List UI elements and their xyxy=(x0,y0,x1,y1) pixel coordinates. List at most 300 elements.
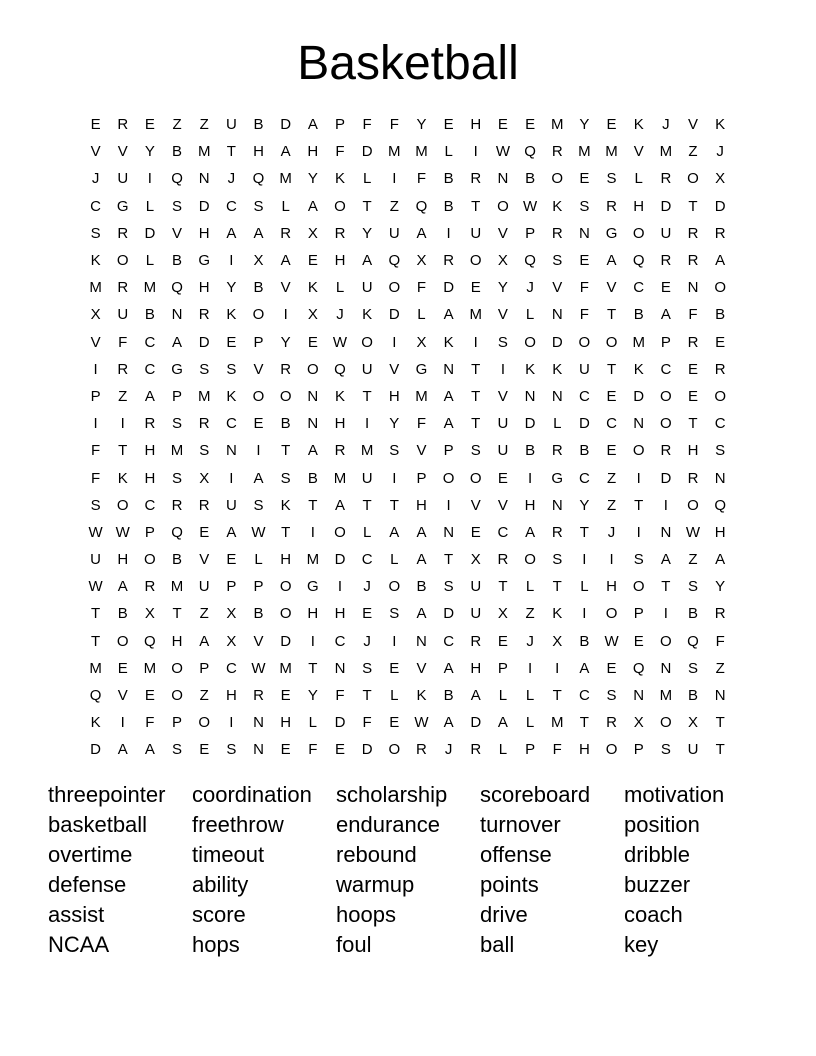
grid-letter: X xyxy=(497,252,508,270)
grid-letter: O xyxy=(171,687,183,705)
grid-letter: B xyxy=(443,170,454,188)
grid-letter: S xyxy=(172,741,183,759)
grid-letter: F xyxy=(308,741,318,759)
grid-row xyxy=(82,356,734,383)
grid-letter: M xyxy=(143,659,157,677)
grid-letter: T xyxy=(389,496,399,514)
grid-letter: O xyxy=(524,333,536,351)
grid-letter: D xyxy=(633,387,645,405)
grid-letter: U xyxy=(361,469,373,487)
word-list-item: coach xyxy=(624,902,683,927)
grid-letter: P xyxy=(253,333,264,351)
grid-letter: N xyxy=(198,170,210,188)
grid-letter: N xyxy=(443,523,455,541)
grid-letter: O xyxy=(198,714,211,732)
grid-letter: I xyxy=(609,551,614,569)
grid-letter: H xyxy=(578,741,590,759)
grid-letter: K xyxy=(226,387,237,405)
grid-row xyxy=(82,138,734,165)
word-list-item: warmup xyxy=(336,872,415,897)
grid-letter: I xyxy=(663,496,668,514)
grid-letter: T xyxy=(661,578,671,596)
grid-letter: A xyxy=(443,387,454,405)
grid-letter: Q xyxy=(415,197,428,215)
grid-letter: C xyxy=(714,415,726,433)
grid-letter: A xyxy=(334,496,345,514)
grid-letter: B xyxy=(117,605,128,623)
grid-letter: M xyxy=(415,143,428,161)
grid-letter: Q xyxy=(171,170,183,188)
grid-letter: K xyxy=(443,333,454,351)
grid-letter: S xyxy=(470,442,481,460)
grid-letter: K xyxy=(90,714,101,732)
grid-letter: Y xyxy=(497,279,508,297)
grid-letter: S xyxy=(253,496,264,514)
grid-letter: H xyxy=(198,224,210,242)
grid-letter: E xyxy=(497,469,508,487)
grid-letter: E xyxy=(633,632,644,650)
grid-letter: S xyxy=(389,442,400,460)
grid-letter: R xyxy=(714,605,726,623)
grid-letter: O xyxy=(660,415,672,433)
grid-letter: O xyxy=(605,333,618,351)
grid-letter: N xyxy=(687,279,699,297)
grid-letter: U xyxy=(225,116,237,134)
grid-letter: V xyxy=(497,306,508,324)
grid-letter: N xyxy=(524,387,536,405)
grid-letter: R xyxy=(687,224,699,242)
grid-letter: P xyxy=(525,741,536,759)
grid-letter: B xyxy=(416,578,427,596)
word-search-grid xyxy=(82,111,734,764)
grid-letter: L xyxy=(308,714,317,732)
grid-row xyxy=(82,600,734,627)
grid-letter: U xyxy=(497,415,509,433)
grid-letter: T xyxy=(308,496,318,514)
grid-letter: Z xyxy=(199,605,209,623)
word-list-item: rebound xyxy=(336,842,417,867)
grid-letter: X xyxy=(307,224,318,242)
grid-letter: R xyxy=(687,469,699,487)
grid-letter: K xyxy=(280,496,291,514)
grid-letter: T xyxy=(444,551,454,569)
grid-letter: K xyxy=(362,306,373,324)
grid-letter: V xyxy=(688,116,699,134)
grid-letter: D xyxy=(660,469,672,487)
grid-letter: H xyxy=(334,252,346,270)
grid-letter: L xyxy=(525,687,535,705)
grid-letter: E xyxy=(606,387,617,405)
grid-letter: V xyxy=(253,360,264,378)
grid-letter: F xyxy=(688,306,698,324)
grid-letter: N xyxy=(307,387,319,405)
grid-letter: B xyxy=(715,306,726,324)
grid-letter: B xyxy=(172,143,183,161)
grid-letter: R xyxy=(551,523,563,541)
grid-letter: M xyxy=(197,387,211,405)
grid-letter: N xyxy=(551,306,563,324)
grid-letter: R xyxy=(660,252,672,270)
grid-letter: N xyxy=(225,442,237,460)
grid-letter: B xyxy=(307,469,318,487)
grid-letter: V xyxy=(389,360,400,378)
grid-letter: D xyxy=(578,415,590,433)
grid-letter: C xyxy=(144,496,156,514)
grid-letter: W xyxy=(495,143,510,161)
grid-letter: D xyxy=(524,415,536,433)
word-list-item: points xyxy=(480,872,539,897)
grid-letter: J xyxy=(526,632,534,650)
grid-letter: B xyxy=(525,442,536,460)
grid-letter: W xyxy=(251,659,266,677)
grid-letter: A xyxy=(307,116,318,134)
grid-letter: V xyxy=(470,496,481,514)
grid-letter: A xyxy=(199,632,210,650)
grid-letter: A xyxy=(660,551,671,569)
grid-letter: D xyxy=(470,714,482,732)
grid-letter: W xyxy=(88,523,103,541)
grid-letter: V xyxy=(172,224,183,242)
grid-letter: Z xyxy=(525,605,535,623)
grid-letter: G xyxy=(116,197,129,215)
grid-letter: L xyxy=(362,170,372,188)
grid-letter: C xyxy=(361,551,373,569)
grid-letter: Y xyxy=(715,578,726,596)
grid-letter: V xyxy=(633,143,644,161)
grid-letter: H xyxy=(117,551,129,569)
grid-letter: D xyxy=(144,224,156,242)
grid-letter: N xyxy=(714,687,726,705)
grid-letter: Y xyxy=(416,116,427,134)
grid-letter: I xyxy=(473,333,478,351)
grid-letter: V xyxy=(90,333,101,351)
grid-letter: O xyxy=(632,442,645,460)
grid-row xyxy=(82,247,734,274)
grid-letter: D xyxy=(361,143,373,161)
grid-row xyxy=(82,383,734,410)
grid-letter: O xyxy=(632,224,645,242)
grid-letter: X xyxy=(226,605,237,623)
grid-letter: A xyxy=(416,605,427,623)
grid-letter: Z xyxy=(118,387,128,405)
grid-letter: T xyxy=(172,605,182,623)
grid-letter: M xyxy=(550,714,564,732)
grid-letter: Q xyxy=(714,496,726,514)
grid-letter: U xyxy=(578,360,590,378)
grid-letter: X xyxy=(416,333,427,351)
grid-letter: B xyxy=(579,442,590,460)
grid-letter: A xyxy=(389,523,400,541)
grid-letter: A xyxy=(253,469,264,487)
grid-letter: N xyxy=(497,170,509,188)
grid-letter: U xyxy=(660,224,672,242)
grid-row xyxy=(82,628,734,655)
grid-letter: A xyxy=(416,224,427,242)
grid-letter: N xyxy=(578,224,590,242)
grid-letter: A xyxy=(117,741,128,759)
grid-letter: R xyxy=(144,578,156,596)
grid-letter: U xyxy=(470,578,482,596)
grid-letter: Q xyxy=(334,360,346,378)
grid-letter: R xyxy=(280,224,292,242)
grid-letter: Q xyxy=(171,279,183,297)
grid-letter: J xyxy=(716,143,724,161)
grid-letter: Y xyxy=(226,279,237,297)
grid-letter: J xyxy=(336,306,344,324)
word-list-item: key xyxy=(624,932,659,957)
grid-letter: R xyxy=(416,741,427,759)
grid-letter: Q xyxy=(171,523,183,541)
grid-letter: O xyxy=(442,469,455,487)
word-list-item: offense xyxy=(480,842,552,867)
grid-letter: R xyxy=(660,170,672,188)
grid-letter: A xyxy=(362,252,373,270)
grid-letter: V xyxy=(280,279,291,297)
grid-letter: R xyxy=(470,170,482,188)
grid-letter: U xyxy=(198,578,210,596)
grid-letter: H xyxy=(307,605,319,623)
grid-letter: D xyxy=(443,279,455,297)
grid-letter: H xyxy=(606,578,617,596)
grid-row xyxy=(82,546,734,573)
grid-letter: T xyxy=(362,687,372,705)
grid-letter: J xyxy=(444,741,453,759)
grid-row xyxy=(82,274,734,301)
grid-letter: P xyxy=(660,333,671,351)
grid-letter: R xyxy=(117,279,129,297)
grid-row xyxy=(82,410,734,437)
grid-letter: T xyxy=(90,632,101,650)
grid-letter: U xyxy=(470,224,482,242)
grid-letter: O xyxy=(388,279,401,297)
word-list-item: foul xyxy=(336,932,372,957)
grid-row xyxy=(82,220,734,247)
word-list-item: timeout xyxy=(192,842,265,867)
grid-letter: I xyxy=(392,469,397,487)
grid-letter: R xyxy=(198,496,210,514)
grid-letter: M xyxy=(170,442,184,460)
grid-letter: A xyxy=(715,551,726,569)
grid-row xyxy=(82,193,734,220)
grid-letter: V xyxy=(606,279,617,297)
grid-letter: S xyxy=(606,687,617,705)
grid-letter: D xyxy=(388,306,400,324)
grid-letter: S xyxy=(253,197,264,215)
grid-letter: O xyxy=(605,605,618,623)
grid-letter: L xyxy=(525,306,535,324)
grid-letter: M xyxy=(388,143,401,161)
grid-letter: N xyxy=(660,523,672,541)
grid-letter: L xyxy=(417,306,426,324)
grid-letter: O xyxy=(687,496,699,514)
word-list-item: freethrow xyxy=(192,812,284,837)
grid-letter: E xyxy=(606,442,617,460)
grid-letter: P xyxy=(172,387,183,405)
grid-letter: X xyxy=(199,469,210,487)
grid-letter: R xyxy=(551,143,563,161)
grid-letter: I xyxy=(663,605,668,623)
grid-letter: C xyxy=(578,387,590,405)
grid-letter: F xyxy=(416,170,427,188)
grid-letter: V xyxy=(497,387,508,405)
grid-letter: N xyxy=(416,632,427,650)
grid-letter: Y xyxy=(307,170,318,188)
grid-letter: O xyxy=(524,551,536,569)
grid-letter: E xyxy=(117,659,128,677)
grid-letter: R xyxy=(198,306,210,324)
grid-letter: S xyxy=(199,442,210,460)
grid-letter: P xyxy=(633,741,644,759)
grid-letter: K xyxy=(307,279,318,297)
grid-letter: J xyxy=(227,170,236,188)
grid-letter: X xyxy=(552,632,563,650)
grid-letter: R xyxy=(714,224,726,242)
grid-letter: M xyxy=(605,143,618,161)
grid-letter: L xyxy=(444,143,453,161)
grid-letter: C xyxy=(443,632,455,650)
grid-letter: J xyxy=(363,578,371,596)
grid-letter: D xyxy=(334,714,346,732)
grid-letter: Q xyxy=(524,143,536,161)
grid-letter: S xyxy=(660,741,671,759)
grid-letter: C xyxy=(334,632,346,650)
grid-letter: O xyxy=(279,578,292,596)
grid-letter: T xyxy=(471,415,481,433)
grid-letter: I xyxy=(147,170,152,188)
grid-letter: G xyxy=(306,578,319,596)
grid-letter: T xyxy=(579,714,589,732)
grid-letter: A xyxy=(443,306,454,324)
grid-row xyxy=(82,329,734,356)
grid-letter: A xyxy=(280,143,291,161)
word-list-item: assist xyxy=(48,902,105,927)
grid-letter: I xyxy=(120,415,125,433)
grid-letter: O xyxy=(551,170,564,188)
grid-letter: N xyxy=(660,659,672,677)
grid-letter: K xyxy=(90,252,101,270)
grid-letter: D xyxy=(198,333,210,351)
word-list-item: overtime xyxy=(48,842,133,867)
grid-letter: E xyxy=(606,116,617,134)
grid-letter: I xyxy=(392,170,397,188)
grid-letter: V xyxy=(497,496,508,514)
grid-letter: E xyxy=(660,279,671,297)
word-list-item: position xyxy=(624,812,700,837)
grid-letter: C xyxy=(633,279,645,297)
grid-letter: E xyxy=(470,523,481,541)
grid-letter: A xyxy=(172,333,183,351)
grid-letter: F xyxy=(145,714,155,732)
grid-row xyxy=(82,573,734,600)
grid-letter: I xyxy=(555,659,560,677)
grid-letter: Y xyxy=(579,116,590,134)
grid-letter: K xyxy=(715,116,726,134)
grid-letter: M xyxy=(469,306,483,324)
grid-letter: J xyxy=(91,170,100,188)
grid-letter: T xyxy=(498,578,508,596)
grid-letter: H xyxy=(470,116,482,134)
grid-letter: A xyxy=(606,252,617,270)
word-list-item: defense xyxy=(48,872,127,897)
grid-letter: T xyxy=(471,360,481,378)
grid-letter: O xyxy=(660,387,672,405)
grid-letter: R xyxy=(144,415,156,433)
grid-letter: V xyxy=(117,687,128,705)
grid-letter: R xyxy=(334,442,346,460)
grid-letter: Z xyxy=(172,116,182,134)
grid-letter: U xyxy=(361,279,373,297)
grid-letter: R xyxy=(198,415,210,433)
grid-letter: S xyxy=(389,605,400,623)
grid-letter: R xyxy=(497,551,509,569)
grid-letter: H xyxy=(334,415,346,433)
word-list-item: threepointer xyxy=(48,782,166,807)
grid-letter: K xyxy=(525,360,536,378)
grid-letter: C xyxy=(225,659,237,677)
grid-letter: I xyxy=(582,551,587,569)
grid-letter: L xyxy=(145,197,155,215)
grid-letter: M xyxy=(279,659,292,677)
grid-letter: P xyxy=(172,714,183,732)
grid-letter: T xyxy=(606,306,617,324)
grid-letter: K xyxy=(633,360,644,378)
grid-letter: L xyxy=(498,687,508,705)
grid-row xyxy=(82,165,734,192)
grid-letter: Q xyxy=(632,252,645,270)
grid-letter: U xyxy=(388,224,400,242)
grid-letter: R xyxy=(253,687,264,705)
grid-letter: P xyxy=(253,578,264,596)
grid-letter: S xyxy=(688,659,699,677)
grid-letter: H xyxy=(687,442,699,460)
grid-letter: E xyxy=(334,741,345,759)
grid-letter: A xyxy=(226,523,237,541)
grid-row xyxy=(82,111,734,138)
grid-letter: U xyxy=(687,741,699,759)
grid-letter: I xyxy=(446,224,451,242)
grid-letter: I xyxy=(473,143,478,161)
grid-letter: Z xyxy=(199,116,209,134)
grid-row xyxy=(82,519,734,546)
grid-letter: L xyxy=(498,741,508,759)
grid-letter: C xyxy=(497,523,509,541)
grid-letter: E xyxy=(199,741,210,759)
grid-letter: A xyxy=(443,714,454,732)
word-list-item: dribble xyxy=(624,842,691,867)
grid-letter: M xyxy=(659,687,673,705)
grid-letter: R xyxy=(714,360,726,378)
grid-letter: P xyxy=(497,659,508,677)
grid-letter: O xyxy=(116,632,129,650)
grid-letter: P xyxy=(199,659,210,677)
grid-letter: E xyxy=(497,116,508,134)
grid-letter: I xyxy=(229,252,234,270)
grid-letter: U xyxy=(497,442,509,460)
grid-letter: Z xyxy=(688,551,698,569)
grid-letter: D xyxy=(361,741,373,759)
grid-letter: E xyxy=(199,523,210,541)
grid-letter: M xyxy=(306,551,320,569)
grid-letter: O xyxy=(252,306,265,324)
grid-letter: B xyxy=(253,605,264,623)
grid-letter: S xyxy=(280,469,291,487)
grid-letter: J xyxy=(526,279,534,297)
grid-letter: A xyxy=(579,659,590,677)
grid-letter: S xyxy=(90,224,101,242)
grid-letter: S xyxy=(199,360,210,378)
word-list xyxy=(48,780,768,960)
grid-letter: U xyxy=(361,360,373,378)
